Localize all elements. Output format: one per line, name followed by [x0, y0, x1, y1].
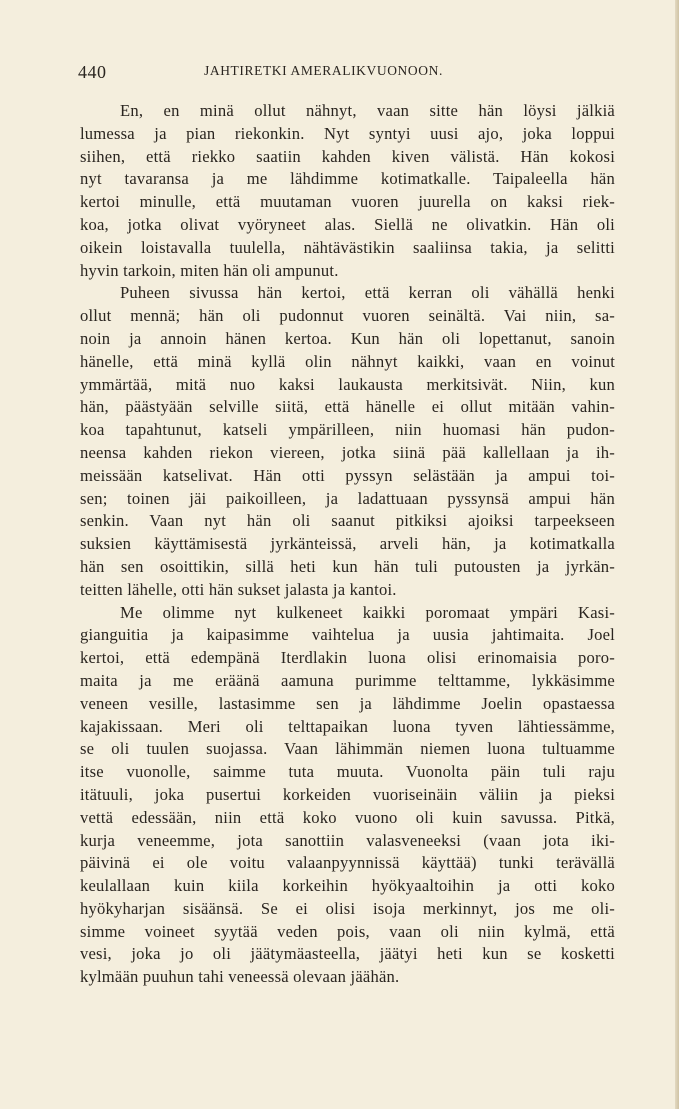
text-line: oikein loistavalla tuulella, nähtävästikin saaliinsa takia, ja selitti: [80, 237, 615, 257]
text-line: siihen, että riekko saatiin kahden kiven välistä. Hän kokosi: [80, 146, 615, 166]
text-line: koa tapahtunut, katseli ympärilleen, niin huomasi hän pudon-: [80, 420, 615, 440]
text-line: noin ja annoin hänen kertoa. Kun hän oli lopettanut, sanoin: [80, 328, 615, 348]
text-line: kajakissaan. Meri oli telttapaikan luona tyven lähtiessämme,: [80, 716, 615, 736]
text-line: simme voineet syytää veden pois, vaan oli niin kylmä, että: [80, 921, 615, 941]
text-line: suksien käyttämisestä jyrkänteissä, arveli hän, ja kotimatkalla: [80, 534, 615, 554]
text-line: hän sen osoittikin, sillä heti kun hän tuli putousten ja jyrkän-: [80, 556, 615, 576]
text-line: vesi, joka jo oli jäätymäasteella, jäätyi heti kun se kosketti: [80, 944, 615, 964]
text-line: ymmärtää, mitä nuo kaksi laukausta merkitsivät. Niin, kun: [80, 374, 615, 394]
text-line: hänelle, että minä kyllä olin nähnyt kaikki, vaan en voinut: [80, 351, 615, 371]
text-line: hyökyharjan sisäänsä. Se ei olisi isoja merkinnyt, jos me oli-: [80, 898, 615, 918]
text-line: kertoi minulle, että muutaman vuoren juurella on kaksi riek-: [80, 192, 615, 212]
text-line: päivinä ei ole voitu valaanpyynnissä käyttää) tunki terävällä: [80, 853, 615, 873]
text-line: senkin. Vaan nyt hän oli saanut pitkiksi ajoiksi tarpeekseen: [80, 511, 615, 531]
text-line: se oli tuulen suojassa. Vaan lähimmän niemen luona tultuamme: [80, 739, 615, 759]
text-line: itätuuli, joka pusertui korkeiden vuoriseinäin väliin ja pieksi: [80, 784, 615, 804]
text-line: vettä edessään, niin että koko vuono oli kuin savussa. Pitkä,: [80, 807, 615, 827]
text-line: koa, jotka olivat vyöryneet alas. Siellä ne olivatkin. Hän oli: [80, 214, 615, 234]
text-line: Puheen sivussa hän kertoi, että kerran oli vähällä henki: [120, 283, 615, 303]
text-line: veneen vesille, lastasimme sen ja lähdimme Joelin opastaessa: [80, 693, 615, 713]
page-number: 440: [78, 62, 107, 82]
text-line: teitten lähelle, otti hän sukset jalasta ja kantoi.: [80, 579, 397, 599]
text-line: itse vuonolle, saimme tuta muuta. Vuonolta päin tuli raju: [80, 762, 615, 782]
text-line: kertoi, että edempänä Iterdlakin luona olisi erinomaisia poro-: [80, 648, 615, 668]
body-text: [80, 100, 615, 989]
text-line: kylmään puuhun tahi veneessä olevaan jäähän.: [80, 967, 400, 987]
text-line: hyvin tarkoin, miten hän oli ampunut.: [80, 260, 339, 280]
page-edge: [675, 0, 679, 1109]
text-line: lumessa ja pian riekonkin. Nyt syntyi uusi ajo, joka loppui: [80, 123, 615, 143]
text-line: hän, päästyään selville siitä, että hänelle ei ollut mitään vahin-: [80, 397, 615, 417]
text-line: ollut mennä; hän oli pudonnut vuoren seinältä. Vai niin, sa-: [80, 306, 615, 326]
page-header: [78, 62, 618, 84]
text-line: En, en minä ollut nähnyt, vaan sitte hän löysi jälkiä: [120, 101, 615, 120]
text-line: keulallaan kuin kiila korkeihin hyökyaaltoihin ja otti koko: [80, 876, 615, 896]
text-line: maita ja me eräänä aamuna purimme telttamme, lykkäsimme: [80, 670, 615, 690]
text-line: meissään katselivat. Hän otti pyssyn selästään ja ampui toi-: [80, 465, 615, 485]
text-line: neensa kahden riekon viereen, jotka siinä pää kallellaan ja ih-: [80, 442, 615, 462]
running-head: JAHTIRETKI AMERALIKVUONOON.: [204, 63, 443, 78]
text-line: Me olimme nyt kulkeneet kaikki poromaat ympäri Kasi-: [120, 602, 615, 622]
text-line: sen; toinen jäi paikoilleen, ja ladattuaan pyssynsä ampui hän: [80, 488, 615, 508]
text-line: nyt tavaransa ja me lähdimme kotimatkalle. Taipaleella hän: [80, 169, 615, 189]
text-line: gianguitia ja kaipasimme vaihtelua ja uusia jahtimaita. Joel: [80, 625, 615, 645]
text-line: kurja veneemme, jota sanottiin valasveneeksi (vaan jota iki-: [80, 830, 615, 850]
